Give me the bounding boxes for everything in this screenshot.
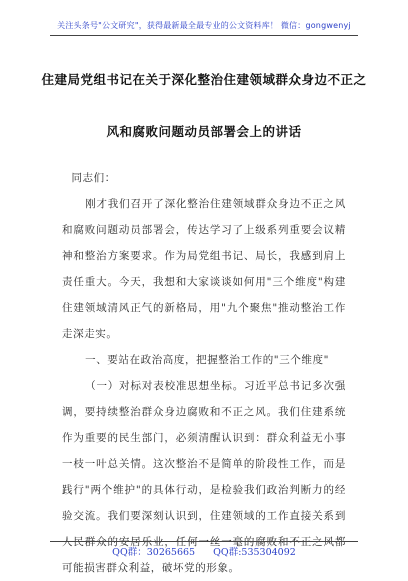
promo-banner: 关注头条号"公文研究"，获得最新最全最专业的公文资料库！ 微信：gongwenyj: [57, 21, 351, 30]
footer-divider: [50, 541, 358, 542]
footer-qq-group-2: QQ群:535304092: [213, 547, 296, 558]
footer-qq-group-1: QQ群：30265665: [112, 547, 196, 558]
document-title-line-1: 住建局党组书记在关于深化整治住建领域群众身边不正之: [41, 72, 367, 87]
paragraph-1-1: （一）对标对表校准思想坐标。习近平总书记多次强调，要持续整治群众身边腐败和不正之风。我们住建系统作为重要的民生部门，必须清醒认识到：群众利益无小事一枝一叶总关情。这次整治不是简单的阶段性工作，而是践行"两个维护"的具体行动，是检验我们政治判断力的经验交流。我们要深刻认识到，住建领域的工作直接关系到人民群众的安居乐业，任何一丝一毫的腐败和不正之风都可能损害群众利益，破坏党的形象。: [62, 380, 346, 574]
document-body: [62, 165, 346, 581]
paragraph-intro: 刚才我们召开了深化整治住建领域群众身边不正之风和腐败问题动员部署会，传达学习了上级系列重要会议精神和整治方案要求。作为局党组书记、局长，我感到肩上责任重大。今天，我想和大家谈谈如何用"三个维度"构建住建领域清风正气的新格局，用"九个聚焦"推动整治工作走深走实。: [62, 198, 346, 340]
document-title-line-2: 风和腐败问题动员部署会上的讲话: [106, 124, 302, 139]
header-divider: [50, 35, 358, 36]
section-heading-1: 一、要站在政治高度，把握整治工作的"三个维度": [85, 354, 330, 366]
footer: [0, 544, 408, 558]
greeting: 同志们：: [71, 172, 116, 184]
